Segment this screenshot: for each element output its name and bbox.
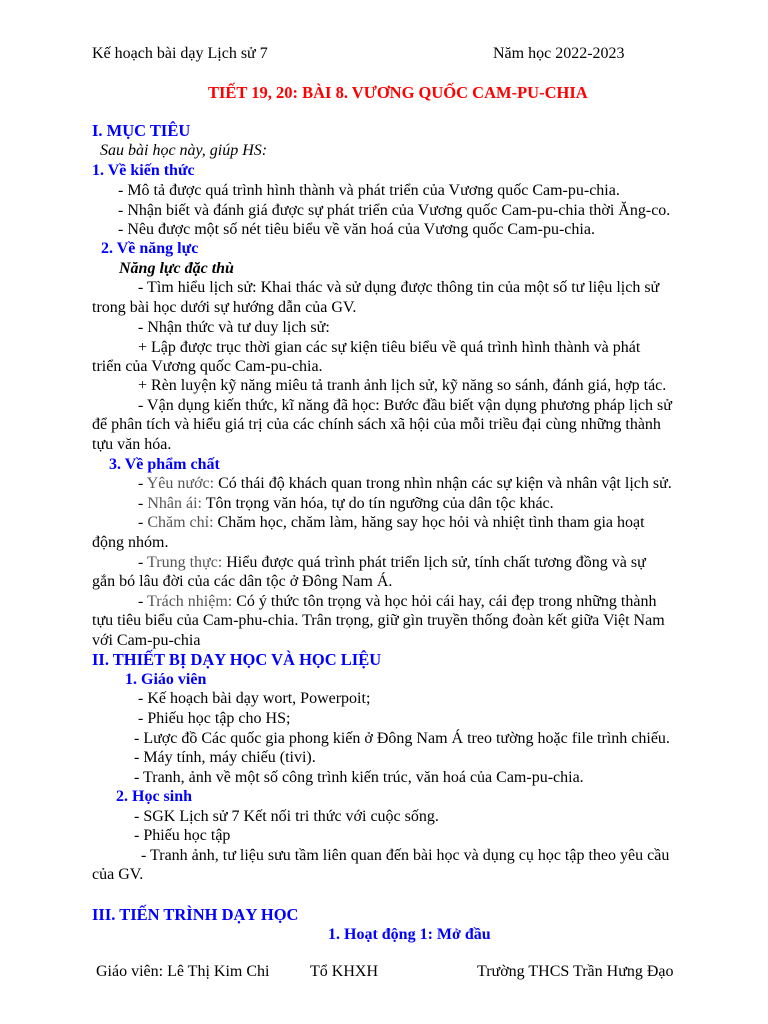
quality-item: [138, 513, 645, 533]
quality-label: Nhân ái:: [147, 495, 202, 512]
quality-text: Chăm học, chăm làm, hăng say học hỏi và nhiệt tình tham gia hoạt: [213, 514, 645, 531]
ability-line: - Nhận thức và tư duy lịch sử:: [138, 319, 330, 336]
quality-item: [138, 474, 672, 494]
quality-dash: -: [138, 495, 148, 512]
student-item: - SGK Lịch sử 7 Kết nối tri thức với cuộc sống.: [134, 808, 439, 825]
quality-item: [138, 494, 554, 514]
ability-subheading: Năng lực đặc thù: [119, 260, 234, 277]
quality-text: Hiểu được quá trình phát triển lịch sử, tính chất tương đồng và sự: [222, 554, 646, 571]
ability-line: triển của Vương quốc Cam-pu-chia.: [92, 358, 323, 375]
quality-continuation: gắn bó lâu đời của các dân tộc ở Đông Nam Á.: [92, 573, 393, 590]
quality-text: Có thái độ khách quan trong nhìn nhận các sự kiện và nhân vật lịch sử.: [214, 475, 672, 492]
quality-label: Trách nhiệm:: [147, 593, 233, 610]
footer-school: Trường THCS Trần Hưng Đạo: [477, 963, 674, 980]
teacher-item: - Kế hoạch bài dạy wort, Powerpoit;: [138, 690, 371, 707]
lesson-title: TIẾT 19, 20: BÀI 8. VƯƠNG QUỐC CAM-PU-CHIA: [208, 83, 588, 102]
section-1-heading: I. MỤC TIÊU: [92, 121, 191, 140]
quality-label: Chăm chỉ:: [147, 514, 214, 531]
quality-dash: -: [138, 514, 148, 531]
ability-line: + Rèn luyện kỹ năng miêu tả tranh ảnh lịch sử, kỹ năng so sánh, đánh giá, hợp tác.: [138, 377, 667, 394]
quality-dash: -: [138, 593, 148, 610]
quality-item: [138, 592, 656, 612]
header-left: Kế hoạch bài dạy Lịch sử 7: [92, 45, 268, 62]
section-2-heading: II. THIẾT BỊ DẠY HỌC VÀ HỌC LIỆU: [92, 650, 382, 669]
teacher-item: - Lược đồ Các quốc gia phong kiến ở Đông Nam Á treo tường hoặc file trình chiếu.: [134, 730, 670, 747]
student-item: - Tranh ảnh, tư liệu sưu tầm liên quan đến bài học và dụng cụ học tập theo yêu cầu: [141, 847, 670, 864]
ability-line: để phân tích và hiểu giá trị của các chính sách xã hội của mỗi triều đại cùng những thành: [92, 416, 661, 433]
teacher-item: - Máy tính, máy chiếu (tivi).: [134, 749, 316, 766]
knowledge-item: - Nhận biết và đánh giá được sự phát triển của Vương quốc Cam-pu-chia thời Ăng-co.: [118, 202, 671, 219]
quality-continuation: động nhóm.: [92, 534, 169, 551]
quality-dash: -: [138, 475, 147, 492]
ability-line: + Lập được trục thời gian các sự kiện tiêu biểu về quá trình hình thành và phát: [138, 339, 641, 356]
header-right: Năm học 2022-2023: [493, 45, 625, 62]
teacher-item: - Phiếu học tập cho HS;: [138, 710, 291, 727]
quality-continuation: tựu tiêu biểu của Cam-phu-chia. Trân trọng, giữ gìn truyền thống đoàn kết giữa Việt Nam: [92, 612, 665, 629]
teacher-item: - Tranh, ảnh về một số công trình kiến trúc, văn hoá của Cam-pu-chia.: [134, 769, 584, 786]
knowledge-heading: 1. Về kiến thức: [92, 162, 195, 179]
ability-line: - Tìm hiểu lịch sử: Khai thác và sử dụng được thông tin của một số tư liệu lịch sử: [138, 279, 660, 296]
section-3-heading: III. TIẾN TRÌNH DẠY HỌC: [92, 905, 299, 924]
activity-1-heading: 1. Hoạt động 1: Mở đầu: [328, 926, 491, 943]
quality-label: Trung thực:: [147, 554, 223, 571]
student-item: - Phiếu học tập: [134, 827, 231, 844]
ability-line: - Vận dụng kiến thức, kĩ năng đã học: Bước đầu biết vận dụng phương pháp lịch sử: [138, 397, 672, 414]
knowledge-item: - Mô tả được quá trình hình thành và phát triển của Vương quốc Cam-pu-chia.: [118, 182, 620, 199]
quality-text: Có ý thức tôn trọng và học hỏi cái hay, cái đẹp trong những thành: [232, 593, 657, 610]
ability-line: tựu văn hóa.: [92, 436, 172, 453]
student-heading: 2. Học sinh: [116, 788, 193, 805]
section-1-intro: Sau bài học này, giúp HS:: [100, 142, 268, 159]
quality-dash: -: [138, 554, 148, 571]
quality-heading: 3. Về phẩm chất: [109, 456, 220, 473]
quality-item: [138, 553, 646, 573]
quality-text: Tôn trọng văn hóa, tự do tín ngưỡng của dân tộc khác.: [201, 495, 554, 512]
ability-heading: 2. Về năng lực: [101, 240, 199, 257]
knowledge-item: - Nêu được một số nét tiêu biểu về văn hoá của Vương quốc Cam-pu-chia.: [118, 221, 595, 238]
footer-teacher: Giáo viên: Lê Thị Kim Chi: [96, 963, 270, 980]
footer-group: Tổ KHXH: [310, 963, 378, 980]
ability-line: trong bài học dưới sự hướng dẫn của GV.: [92, 299, 357, 316]
quality-continuation: với Cam-pu-chia: [92, 632, 201, 649]
teacher-heading: 1. Giáo viên: [125, 671, 207, 688]
quality-label: Yêu nước:: [146, 475, 215, 492]
student-item: của GV.: [92, 866, 144, 883]
